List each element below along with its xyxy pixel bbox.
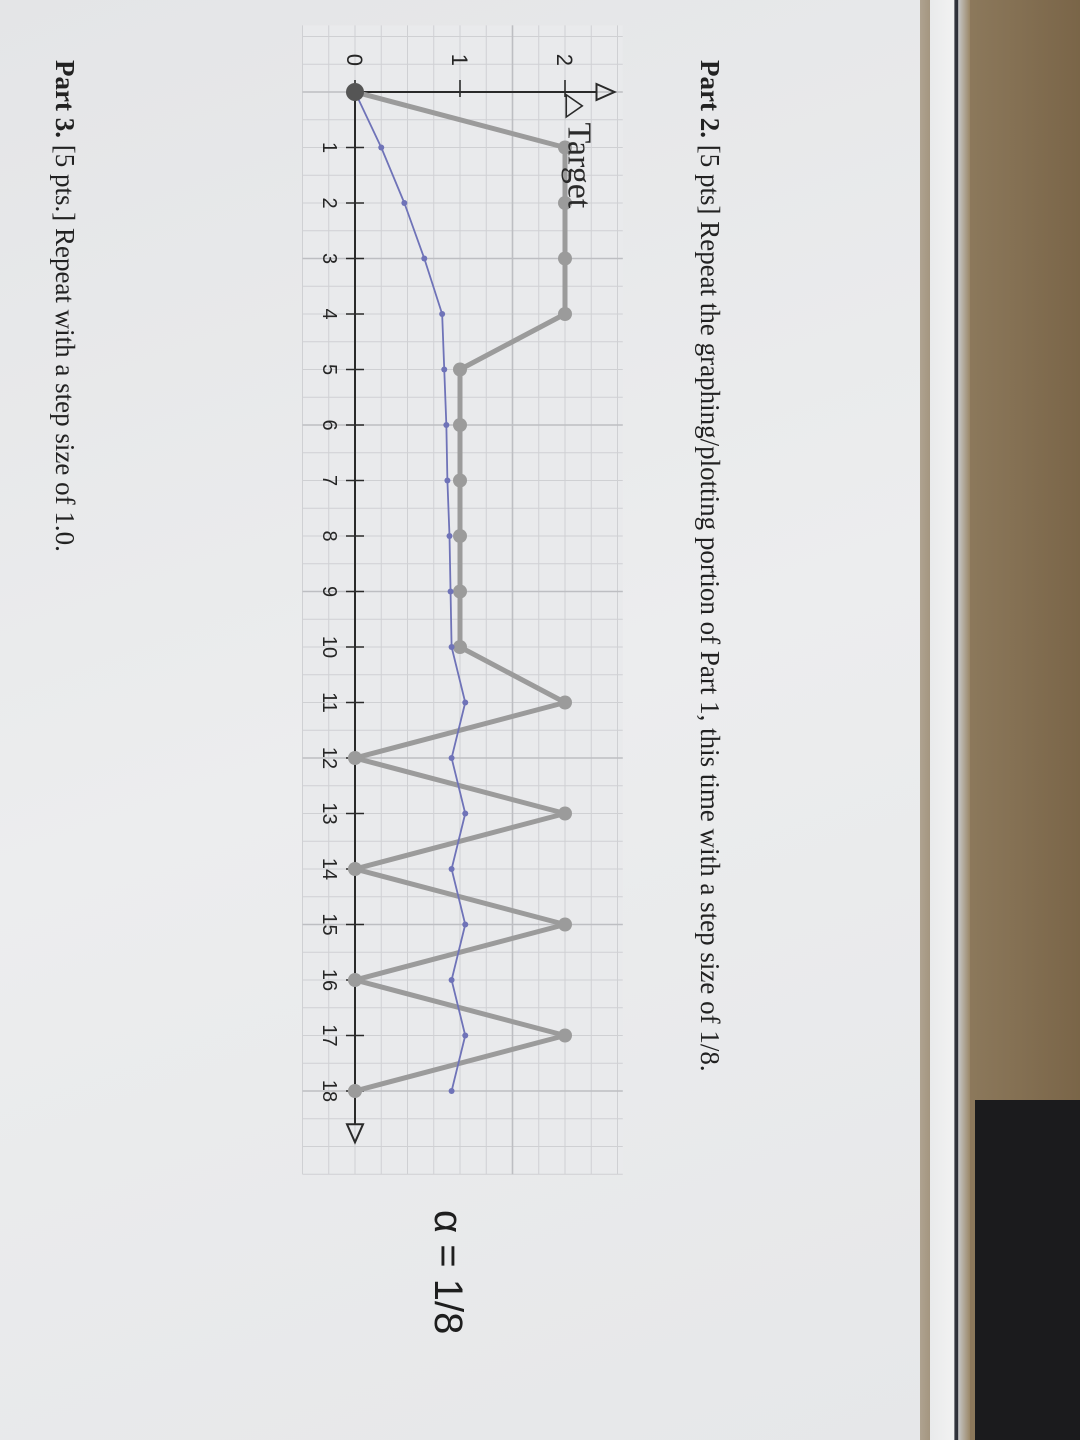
x-tick-label: 4: [318, 308, 340, 320]
desk-corner-object: [975, 1100, 1080, 1440]
estimate-series-point: [444, 478, 450, 484]
x-tick-label: 17: [318, 1024, 340, 1047]
estimate-series-point: [462, 811, 468, 817]
target-series-point: [558, 307, 572, 321]
target-series-point: [453, 363, 467, 377]
part-3-instruction: [49, 60, 80, 552]
y-tick-label: 0: [342, 53, 367, 66]
x-tick-label: 12: [318, 746, 340, 770]
target-series-point: [348, 1084, 362, 1098]
estimate-series-point: [449, 866, 455, 872]
target-series-point: [558, 918, 572, 932]
x-tick-label: 15: [318, 913, 340, 936]
target-series-point: [348, 751, 362, 765]
estimate-series-point: [449, 1088, 455, 1094]
estimate-series-point: [421, 256, 427, 262]
part-3-text: [5 pts.] Repeat with a step size of 1.0.: [50, 144, 80, 552]
estimate-series-point: [439, 311, 445, 317]
target-series-point: [558, 696, 572, 710]
target-series-point: [348, 862, 362, 876]
x-tick-label: 8: [318, 530, 340, 542]
x-tick-label: 16: [318, 968, 340, 992]
estimate-series-point: [378, 145, 384, 151]
target-series-point: [453, 529, 467, 543]
estimate-series-point: [447, 533, 453, 539]
x-tick-label: 18: [318, 1079, 340, 1103]
x-tick-label: 14: [318, 857, 340, 881]
part-3-label: Part 3.: [50, 60, 80, 138]
estimate-series-point: [462, 700, 468, 706]
origin-point: [346, 83, 364, 101]
x-tick-label: 9: [318, 585, 340, 598]
estimate-series-point: [462, 1033, 468, 1039]
y-tick-label: 1: [447, 53, 472, 66]
target-series-point: [453, 640, 467, 654]
estimate-series-point: [443, 422, 449, 428]
x-tick-label: 11: [318, 692, 340, 713]
x-tick-label: 7: [318, 474, 340, 487]
alpha-annotation: α = 1/8: [426, 1210, 470, 1335]
target-series-point: [453, 585, 467, 599]
estimate-series-point: [441, 367, 447, 373]
estimate-series-point: [401, 200, 407, 206]
target-series-point: [453, 418, 467, 432]
estimate-series-point: [449, 644, 455, 650]
target-series-point: [453, 474, 467, 488]
part-2-text: [5 pts] Repeat the graphing/plotting portion of Part 1, this time with a step size of 1/8.: [695, 144, 725, 1072]
x-tick-label: 13: [318, 802, 340, 825]
x-tick-label: 10: [318, 635, 340, 659]
target-series-point: [558, 1029, 572, 1043]
target-series-point: [348, 973, 362, 987]
x-tick-label: 6: [318, 419, 340, 431]
y-tick-label: 2: [552, 53, 577, 66]
legend-label: Target: [560, 122, 598, 209]
estimate-series-point: [448, 589, 454, 595]
x-tick-label: 5: [318, 363, 340, 376]
estimate-series-point: [449, 977, 455, 983]
x-tick-label: 1: [318, 141, 340, 154]
estimate-series-point: [462, 922, 468, 928]
paper-edge: [930, 0, 970, 1440]
part-2-label: Part 2.: [695, 60, 725, 138]
target-series-point: [558, 807, 572, 821]
x-tick-label: 3: [318, 252, 340, 265]
target-series-point: [558, 252, 572, 266]
estimate-series-point: [449, 755, 455, 761]
x-tick-label: 2: [318, 197, 340, 209]
